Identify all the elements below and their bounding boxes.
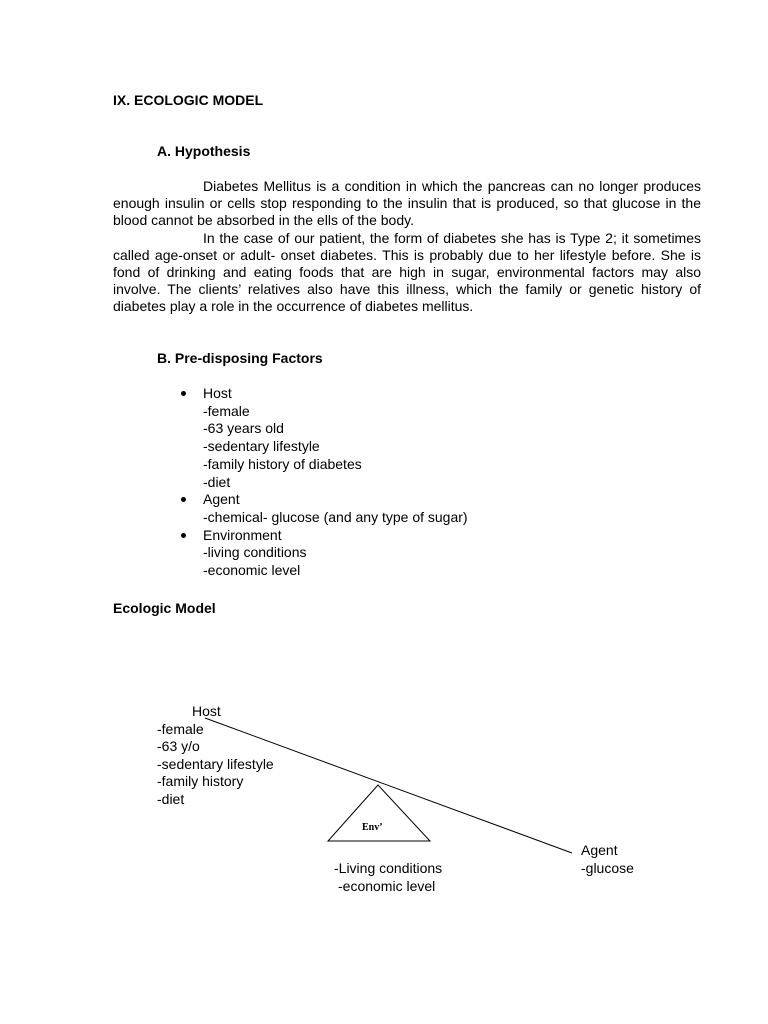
agent-block xyxy=(581,842,634,877)
environment-label: Env’ xyxy=(362,822,383,833)
ecologic-model-heading: Ecologic Model xyxy=(113,600,216,616)
host-detail: -63 y/o xyxy=(157,738,200,755)
environment-detail: -economic level xyxy=(338,877,436,894)
predisposing-heading: B. Pre-disposing Factors xyxy=(157,350,323,366)
environment-block xyxy=(334,860,442,895)
list-item-detail: -living conditions xyxy=(203,544,307,561)
host-label: Host xyxy=(192,703,221,719)
list-item-detail: -female xyxy=(203,402,250,419)
list-item-label: Agent xyxy=(203,491,240,508)
list-item-detail: -diet xyxy=(203,473,231,490)
list-item-label: Host xyxy=(203,385,232,401)
list-item-detail: -economic level xyxy=(203,562,301,579)
section-title: IX. ECOLOGIC MODEL xyxy=(113,92,264,108)
hypothesis-paragraph-2: In the case of our patient, the form of diabetes she has is Type 2; it sometimes called age-onset or adult- onset diabetes. This is probably due to her lifestyle before. She is fond of drinking and eating foods that are high in sugar, environmental factors may also involve. The clients’ relatives also have this illness, which the family or genetic history of diabetes play a role in the occurrence of diabetes mellitus. xyxy=(113,230,701,314)
environment-detail: -Living conditions xyxy=(334,860,443,876)
list-item-detail: -family history of diabetes xyxy=(203,455,362,472)
hypothesis-heading: A. Hypothesis xyxy=(157,143,251,159)
list-item-detail: -sedentary lifestyle xyxy=(203,438,320,455)
agent-label: Agent xyxy=(581,842,618,858)
agent-detail: -glucose xyxy=(581,859,634,876)
host-detail: -sedentary lifestyle xyxy=(157,755,274,772)
hypothesis-paragraph-1: Diabetes Mellitus is a condition in which the pancreas can no longer produces enough insulin or cells stop responding to the insulin that is produced, so that glucose in the blood cannot be absorbed in the ells of the body. xyxy=(113,178,701,228)
host-block xyxy=(157,703,274,809)
host-detail: -family history xyxy=(157,773,244,790)
list-item-detail: -63 years old xyxy=(203,420,284,437)
list-item-label: Environment xyxy=(203,526,282,543)
list-item-detail: -chemical- glucose (and any type of sugar) xyxy=(203,508,468,525)
host-detail: -female xyxy=(157,720,204,737)
host-detail: -diet xyxy=(157,790,185,807)
